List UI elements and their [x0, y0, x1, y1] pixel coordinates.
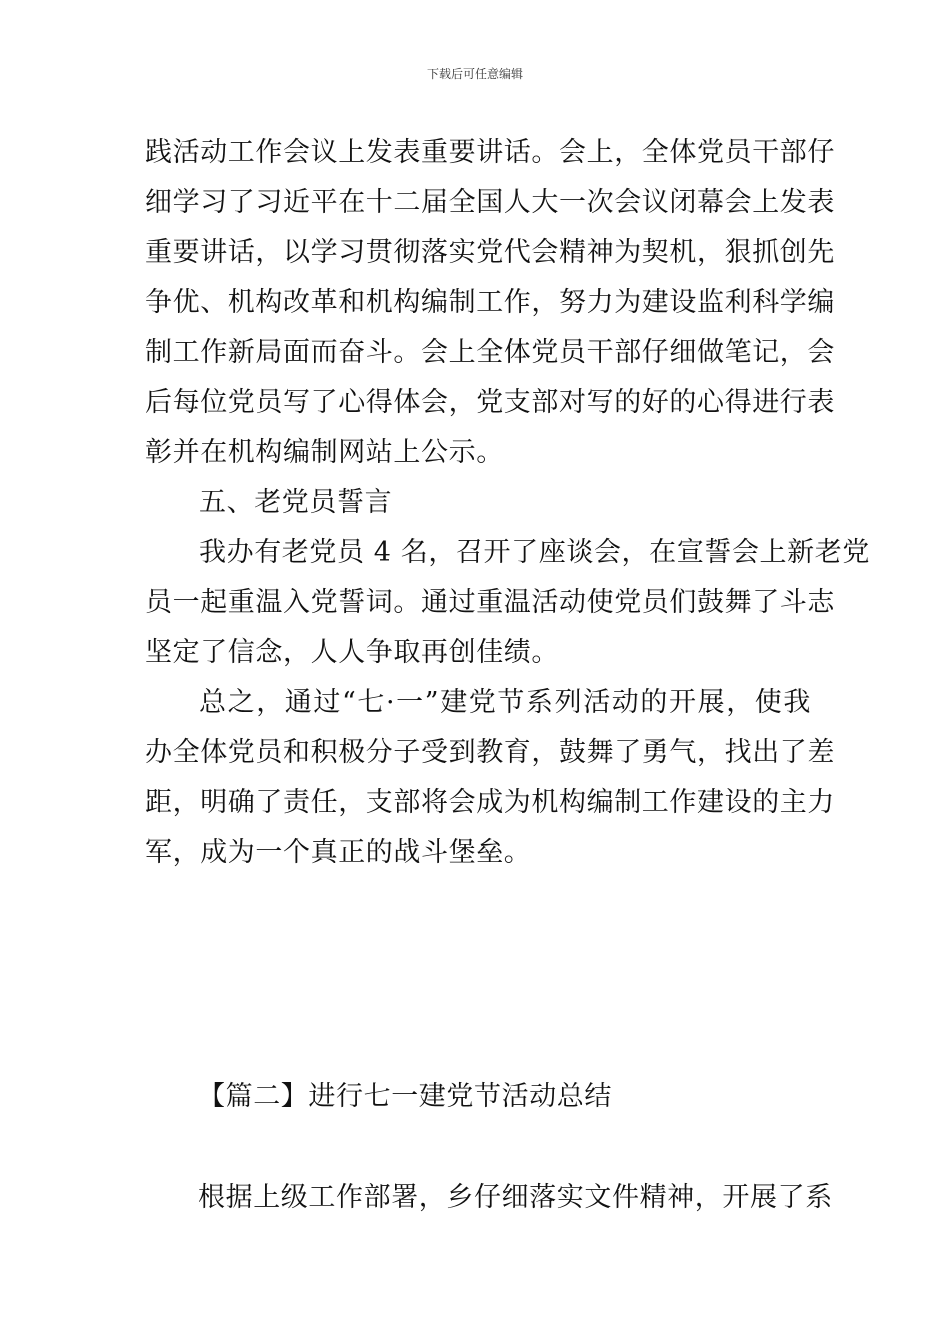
text-line: 距，明确了责任，支部将会成为机构编制工作建设的主力: [145, 787, 835, 818]
text-line: 总之，通过“七·一”建党节系列活动的开展，使我: [199, 687, 811, 718]
text-line: 制工作新局面而奋斗。会上全体党员干部仔细做笔记，会: [145, 337, 835, 368]
text-line: 我办有老党员 4 名，召开了座谈会，在宣誓会上新老党: [199, 537, 870, 568]
document-body: [145, 128, 870, 878]
section-two-first-line: 根据上级工作部署，乡仔细落实文件精神，开展了系: [198, 1182, 833, 1213]
text-line: 办全体党员和积极分子受到教育，鼓舞了勇气，找出了差: [145, 737, 835, 768]
text-line: 彰并在机构编制网站上公示。: [145, 437, 504, 468]
text-line: 员一起重温入党誓词。通过重温活动使党员们鼓舞了斗志: [145, 587, 835, 618]
text-line: 后每位党员写了心得体会，党支部对写的好的心得进行表: [145, 387, 835, 418]
text-line: 军，成为一个真正的战斗堡垒。: [145, 837, 532, 868]
page-header: 下载后可任意编辑: [426, 67, 523, 81]
text-line: 重要讲话，以学习贯彻落实党代会精神为契机，狠抓创先: [145, 237, 835, 268]
text-line: 争优、机构改革和机构编制工作，努力为建设监利科学编: [145, 287, 835, 318]
text-line: 坚定了信念，人人争取再创佳绩。: [145, 637, 559, 668]
text-line: 践活动工作会议上发表重要讲话。会上，全体党员干部仔: [145, 137, 835, 168]
section-two-title: 【篇二】进行七一建党节活动总结: [198, 1081, 612, 1112]
paragraph-summary: [145, 678, 835, 878]
heading-text: 五、老党员誓言: [199, 487, 393, 518]
paragraph-veteran-members: [145, 528, 870, 678]
paragraph-continuation: [145, 128, 835, 478]
section-heading-5: [145, 478, 811, 528]
text-line: 细学习了习近平在十二届全国人大一次会议闭幕会上发表: [145, 187, 835, 218]
